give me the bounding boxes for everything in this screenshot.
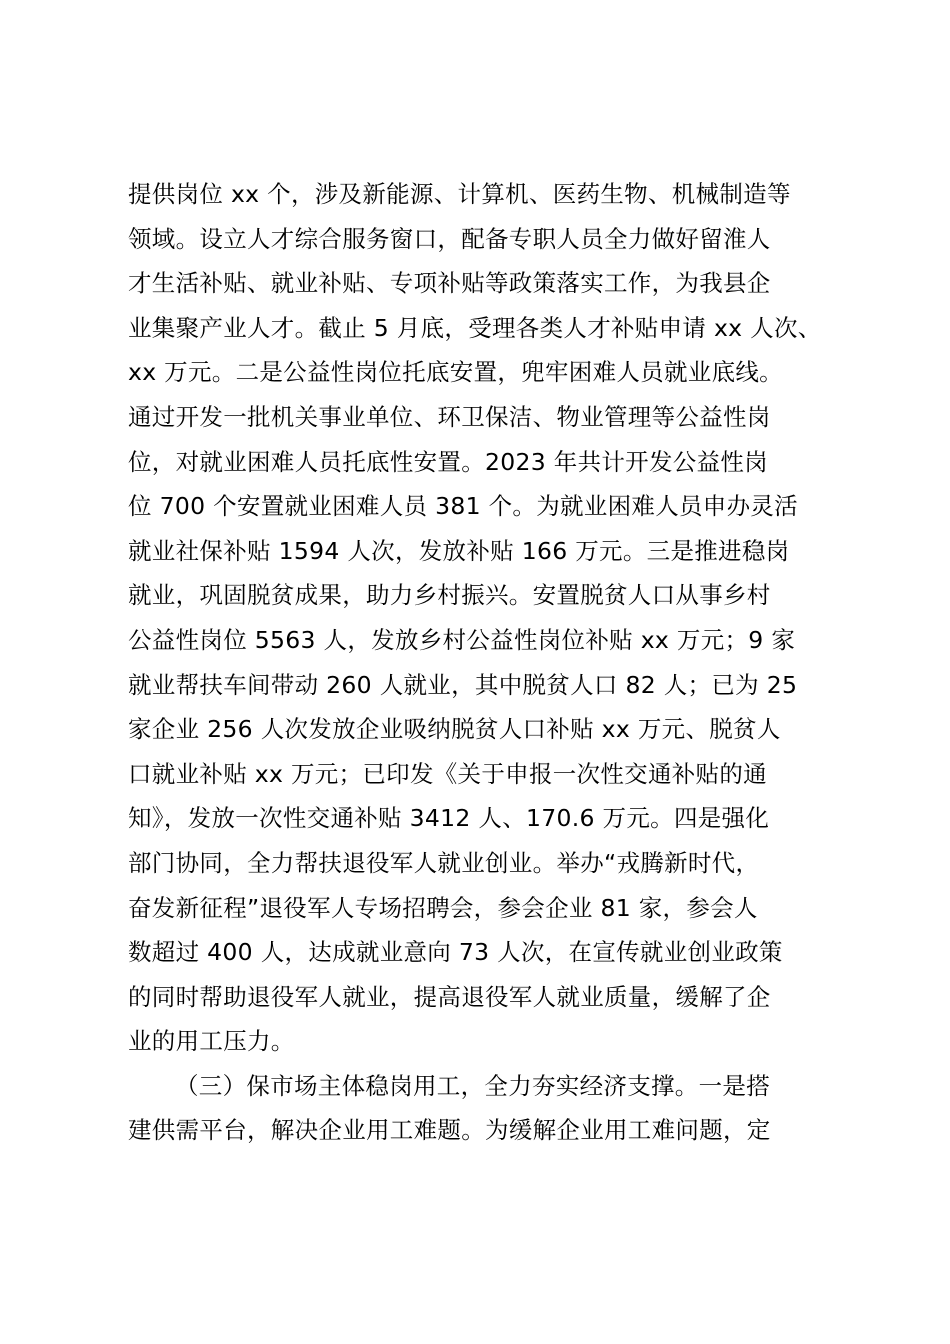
body-text [128, 172, 848, 1153]
text-line: 业集聚产业人才。截止 5 月底，受理各类人才补贴申请 xx 人次、 [128, 313, 822, 342]
text-line: 建供需平台，解决企业用工难题。为缓解企业用工难问题，定 [128, 1116, 771, 1145]
text-line: 口就业补贴 xx 万元；已印发《关于申报一次性交通补贴的通 [128, 759, 767, 788]
text-line: 位，对就业困难人员托底性安置。2023 年共计开发公益性岗 [128, 447, 768, 476]
text-line: 家企业 256 人次发放企业吸纳脱贫人口补贴 xx 万元、脱贫人 [128, 715, 781, 744]
text-line: 的同时帮助退役军人就业，提高退役军人就业质量，缓解了企 [128, 982, 771, 1011]
text-line: 业的用工压力。 [128, 1027, 295, 1056]
section-heading-line: （三）保市场主体稳岗用工，全力夯实经济支撑。一是搭 [175, 1071, 770, 1100]
text-line: 提供岗位 xx 个，涉及新能源、计算机、医药生物、机械制造等 [128, 180, 791, 208]
text-line: 数超过 400 人，达成就业意向 73 人次，在宣传就业创业政策 [128, 938, 783, 967]
text-line: xx 万元。二是公益性岗位托底安置，兜牢困难人员就业底线。 [128, 358, 783, 387]
text-line: 公益性岗位 5563 人，发放乡村公益性岗位补贴 xx 万元；9 家 [128, 625, 796, 654]
text-line: 就业，巩固脱贫成果，助力乡村振兴。安置脱贫人口从事乡村 [128, 581, 771, 610]
text-line: 通过开发一批机关事业单位、环卫保洁、物业管理等公益性岗 [128, 402, 771, 431]
text-line: 知》，发放一次性交通补贴 3412 人、170.6 万元。四是强化 [128, 804, 770, 833]
text-line: 就业社保补贴 1594 人次，发放补贴 166 万元。三是推进稳岗 [128, 536, 790, 565]
text-line: 才生活补贴、就业补贴、专项补贴等政策落实工作，为我县企 [128, 269, 771, 298]
text-line: 奋发新征程”退役军人专场招聘会，参会企业 81 家，参会人 [128, 893, 758, 922]
text-line: 位 700 个安置就业困难人员 381 个。为就业困难人员申办灵活 [128, 492, 798, 521]
text-line: 就业帮扶车间带动 260 人就业，其中脱贫人口 82 人；已为 25 [128, 670, 798, 699]
text-line: 部门协同，全力帮扶退役军人就业创业。举办“戎腾新时代， [128, 848, 760, 877]
text-line: 领域。设立人才综合服务窗口，配备专职人员全力做好留淮人 [128, 224, 771, 253]
